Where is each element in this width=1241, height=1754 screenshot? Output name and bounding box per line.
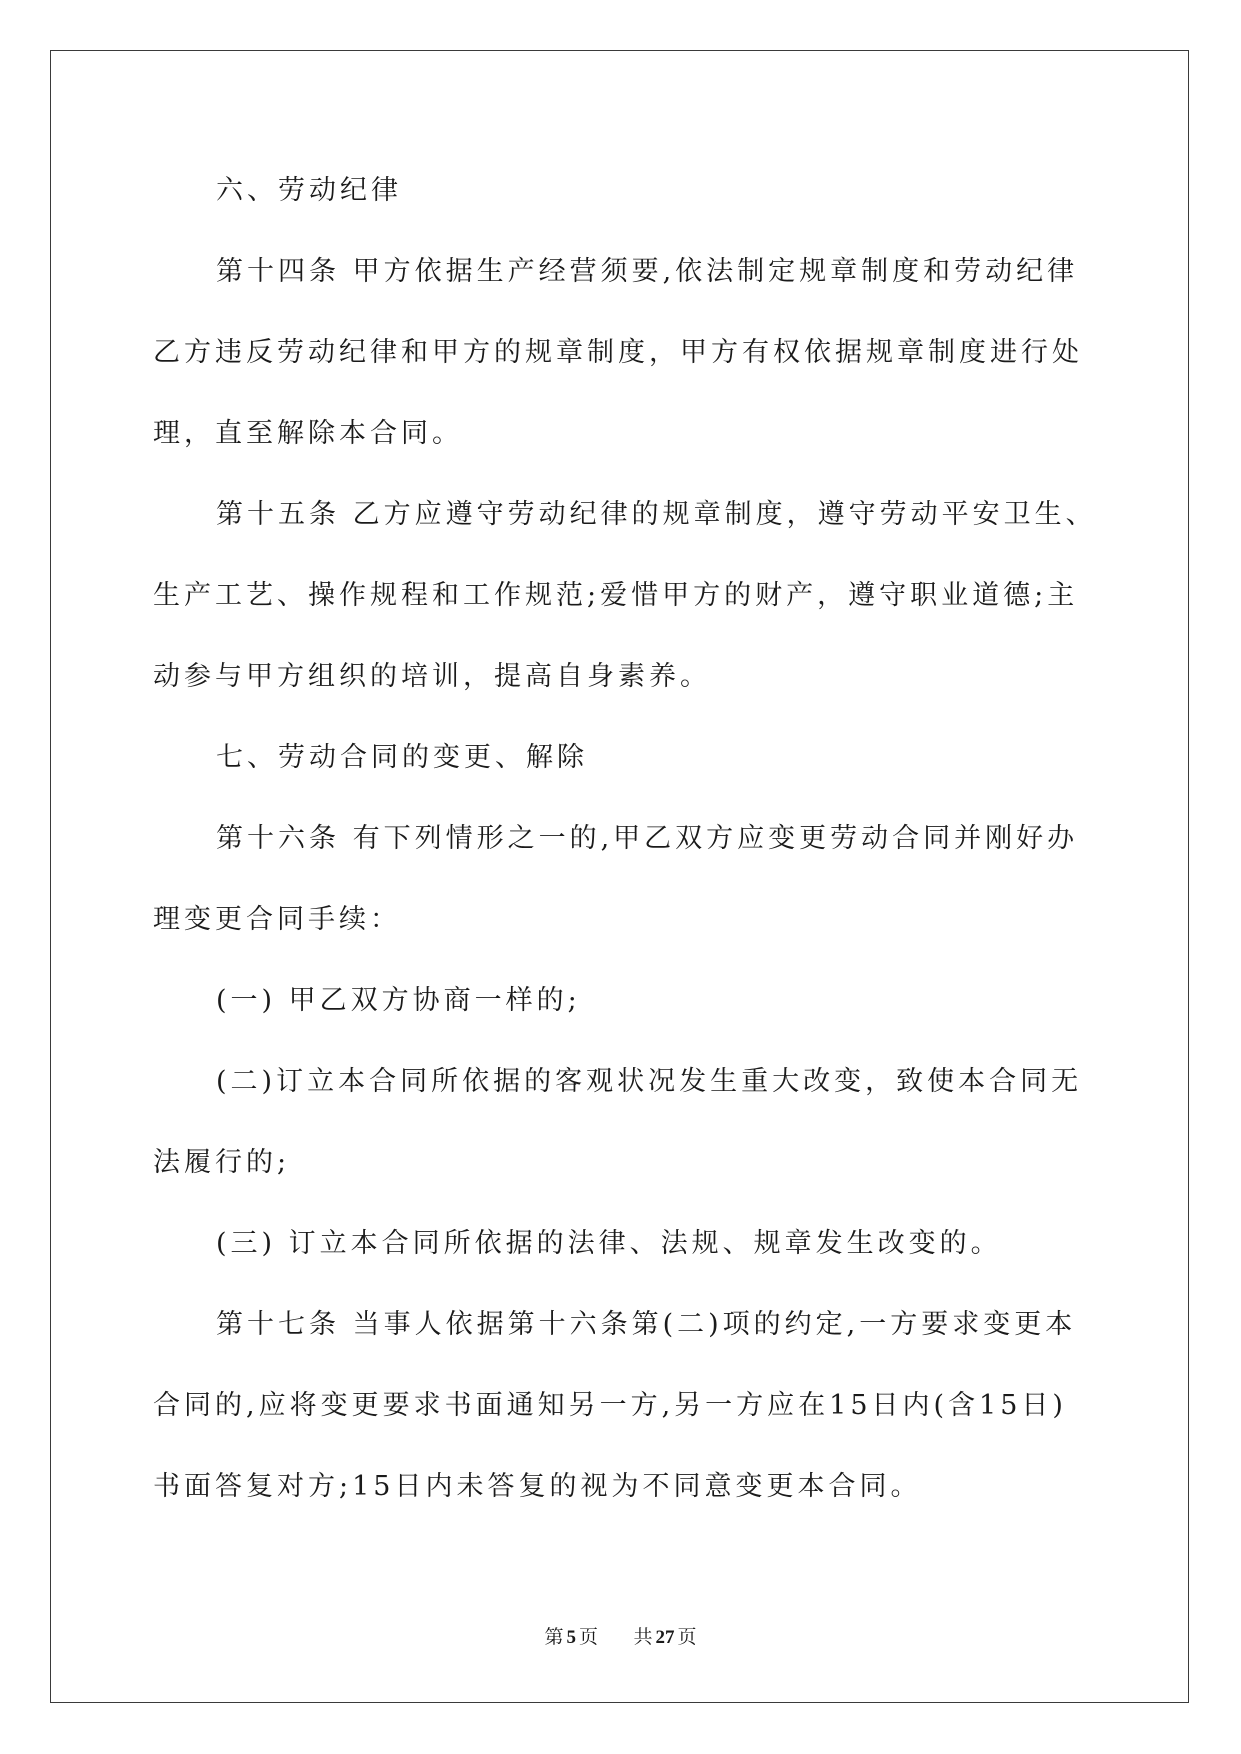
current-page-number: 5 <box>566 1627 576 1648</box>
article-14-line-3: 理，直至解除本合同。 <box>153 418 463 449</box>
article-17-line-1: 第十七条 当事人依据第十六条第(二)项的约定,一方要求变更本 <box>216 1309 1077 1340</box>
clause-3-line-1: (三) 订立本合同所依据的法律、法规、规章发生改变的。 <box>216 1228 1002 1259</box>
article-16-line-1: 第十六条 有下列情形之一的,甲乙双方应变更劳动合同并刚好办 <box>216 823 1079 854</box>
total-prefix: 共 <box>633 1627 653 1648</box>
page-prefix: 第 <box>544 1627 564 1648</box>
article-16-line-2: 理变更合同手续： <box>153 904 401 935</box>
page-footer <box>0 1626 1241 1650</box>
total-pages-number: 27 <box>655 1627 675 1648</box>
page-suffix: 页 <box>578 1627 598 1648</box>
article-14-line-2: 乙方违反劳动纪律和甲方的规章制度，甲方有权依据规章制度进行处 <box>153 337 1083 368</box>
clause-2-line-2: 法履行的; <box>153 1147 291 1178</box>
document-body <box>153 150 1173 1527</box>
article-14-line-1: 第十四条 甲方依据生产经营须要,依法制定规章制度和劳动纪律 <box>216 256 1079 287</box>
section-heading-labor-discipline: 六、劳动纪律 <box>216 175 402 206</box>
article-17-line-3: 书面答复对方;15日内未答复的视为不同意变更本合同。 <box>153 1471 922 1502</box>
page-number <box>544 1627 602 1648</box>
article-15-line-2: 生产工艺、操作规程和工作规范;爱惜甲方的财产，遵守职业道德;主 <box>153 580 1079 611</box>
article-17-line-2: 合同的,应将变更要求书面通知另一方,另一方应在15日内(含15日) <box>153 1390 1067 1421</box>
clause-2-line-1: (二)订立本合同所依据的客观状况发生重大改变，致使本合同无 <box>216 1066 1083 1097</box>
total-suffix: 页 <box>677 1627 697 1648</box>
clause-1-line-1: (一) 甲乙双方协商一样的; <box>216 985 581 1016</box>
section-heading-contract-change: 七、劳动合同的变更、解除 <box>216 742 588 773</box>
article-15-line-1: 第十五条 乙方应遵守劳动纪律的规章制度，遵守劳动平安卫生、 <box>216 499 1097 530</box>
article-15-line-3: 动参与甲方组织的培训，提高自身素养。 <box>153 661 711 692</box>
page-total <box>634 1627 697 1648</box>
